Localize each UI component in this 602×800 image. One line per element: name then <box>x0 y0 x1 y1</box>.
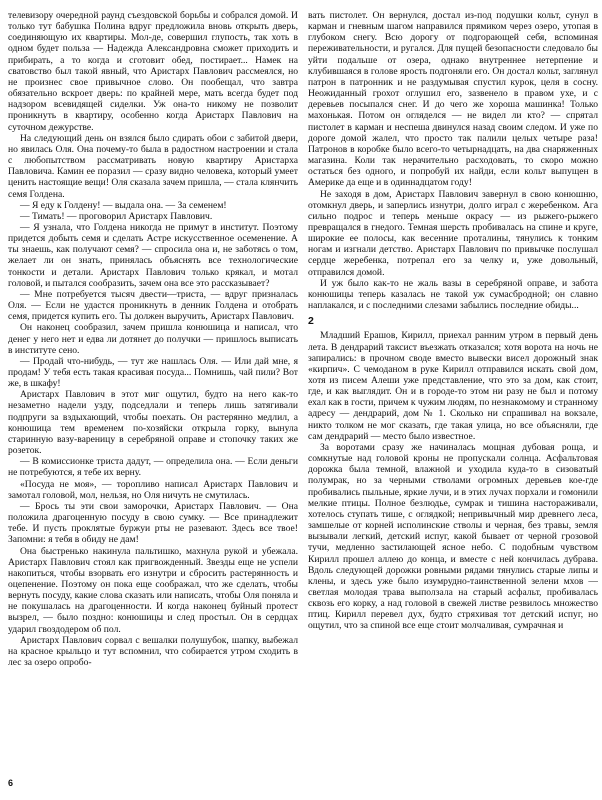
dialog-line: — Брось ты эти свои заморочки, Аристарх Павлович. — Она положила драгоценную посуду в свою сумку. — Все принадлежит тебе. И пусть проклятые буржуи рты не разевают. Здесь все твое! Запомни: я тебя в обиду не дам! <box>8 500 298 546</box>
dialog-line: — Продай что-нибудь, — тут же нашлась Оля. — Или дай мне, я продам! У тебя есть такая красивая посуда... Помнишь, чай пили? Вот же, в шкафу! <box>8 355 298 390</box>
paragraph: вать пистолет. Он вернулся, достал из-под подушки кольт, сунул в карман и гневным шагом направился прямиком через озеро, утопая в глубоком снегу. Всю дорогу от подгорающей себя, вспоминая переживательности, и ругался. Для пущей безопасности следовало бы уйти подальше от озера, однако внутреннее нетерпение и клубившаяся в голове ярость подгоняли его. Он достал кольт, заглянул патрон в патронник и не раздумывая спустил курок, целя в сосну. Неожиданный грохот оглушил его, зазвенело в правом ухе, и с деревьев посыпался снег. И до чего же хороша машинка! Только махонькая. Потом он огляделся — не видел ли кто? — спрятал пистолет в карман и неспеша двинулся назад своим следом. И уже по дороге домой жалел, что просто так палили целых четыре раза! Патронов в коробке было всего-то четырнадцать, на два снаряженных магазина. Коли так нерачительно расходовать, то скоро можно остаться без одного, и попробуй их найди, если кольт выпущен в Америке да еще и в одиннадцатом году! <box>308 10 598 189</box>
paragraph: Младший Ерашов, Кирилл, приехал ранним утром в первый день лета. В дендрарий таксист въезжать отказался; хотя ворота на ночь не запирались: в прочном своде вместо вывески висел дорожный знак «кирпич». С чемоданом в руке Кирилл отправился искать свой дом, хотя из писем Алеши уже представление, что это за дом, как стоит, где, и как выглядит. Он и в городе-то этом ни разу не был и потому ехал как в гости, причем к чужим людям, по незнакомому и странному адресу — дендрарий, дом № 1. Сколько ни спрашивал на вокзале, никто толком не мог сказать, где такая улица, но все объясняли, где сам дендрарий — место было известное. <box>308 330 598 442</box>
paragraph: И уж было как-то не жаль вазы в серебряной оправе, и забота конюшицы теперь казалась не такой уж сумасбродной; он славно наплакался, и с последними слезами забылись последние обиды... <box>308 277 598 312</box>
paragraph: Она быстренько накинула пальтишко, махнула рукой и убежала. Аристарх Павлович стоял как пригвожденный. Звезды еще не успели накопиться, чтобы взорвать его изнутри и сбросить растерянность и оцепенение. Поэтому он пока еще соображал, что же сделать, чтобы вернуть посуду, какие слова сказать или написать, чтобы Оля поняла и не покушалась на драгоценности. И когда наконец буйный протест вызрел, — было поздно: конюшицы и след простыл. Он в сердцах ударил гвоздодером об пол. <box>8 545 298 635</box>
dialog-line: — Мне потребуется тысяч двести—триста, — вдруг призналась Оля. — Если не удастся проникнуть в денник Голдена и отобрать семя, придется купить его. Ты должен выручить, Аристарх Павлович. <box>8 288 298 323</box>
paragraph: За воротами сразу же начиналась мощная дубовая роща, и сомкнутые над головой кроны не пропускали солнца. Асфальтовая дорожка была темной, влажной и уходила куда-то в сизоватый полумрак, но за черными стволами огромных деревьев кое-где пробивались пыльные, яркие лучи, и в этих лучах порхали и гомонили мелкие птицы. Полное безлюдье, сумрак и тишина настораживали, хотелось ступать тише, с оглядкой; непривычный мир древнего леса, замшелые от корней исполинские стволы и черная, без травы, земля вызывали легкий, детский испуг, какой бывает от черной грозовой тучи, медленно застилающей ясное небо. С подобным чувством Кирилл прошел аллею до конца, и вместе с ней кончилась дубрава. Вдоль следующей дорожки ровными рядами тянулись старые липы и клены, и здесь уже было изумрудно-таинственной зелени мхов — светлая молодая трава выползала на старый асфальт, пробивалась сквозь его корку, а над головой в свежей листве резвилось множество птиц. Кирилл перевел дух, будто стряхивая тот детский испуг, но ощутил, что за спиной все еще стоит молчаливая, сумрачная и <box>308 441 598 632</box>
dialog-line: — В комиссионке триста дадут, — определила она. — Если деньги не потребуются, я тебе их верну. <box>8 456 298 479</box>
left-text-column <box>8 10 298 750</box>
paragraph: «Посуда не моя», — торопливо написал Аристарх Павлович и замотал головой, мол, нельзя, но Оля ничуть не смутилась. <box>8 478 298 501</box>
paragraph: На следующий день он взялся было сдирать обои с забитой двери, но явилась Оля. Она почему-то была в радостном настроении и стала с любопытством рассматривать новую квартиру Аристарха Павловича. Камин ее поразил — сразу видно человека, который умеет ценить настоящие вещи! Оля сказала зачем пришла, — стала клянчить семя Голдена. <box>8 132 298 200</box>
dialog-line: — Я еду к Голдену! — выдала она. — За семенем! <box>20 199 227 211</box>
paragraph: Он наконец сообразил, зачем пришла конюшица и написал, что денег у него нет и едва ли дотянет до получки — пришлось выписать в институте сено. <box>8 322 298 356</box>
right-text-column <box>308 10 598 750</box>
dialog-line: — Тимать! — проговорил Аристарх Павлович. <box>20 210 213 222</box>
paragraph: Не заходя в дом, Аристарх Павлович завернул в свою конюшню, отомкнул дверь, и заперлись изнутри, долго играл с жеребенком. Ага сильно подрос и теперь меньше окрасу — из рыжего-рыжего превращался в гнедого. Темная шерсть пробивалась на спине и круге, широкие ее полосы, как весенние проталины, тянулись к тонким ногам и изгнали детство. Аристарх Павлович по привычке послушал сердце жеребенка, потрепал его за челку и, уже довольный, отправился домой. <box>308 188 598 278</box>
section-number: 2 <box>308 315 314 328</box>
dialog-line: — Я узнала, что Голдена никогда не примут в институт. Поэтому придется добыть семя и сделать Астре искусственное осеменение. А ты знаешь, как получают семя? — спросила она и, не заботясь о том, желает ли он знать, принялась объяснять все технологические тонкости и детали. Аристарх Павлович только крякал, и мотал головой, и пытался сообразить, зачем она все это рассказывает? <box>8 221 298 289</box>
paragraph: Аристарх Павлович в этот миг ощутил, будто на него как-то незаметно надели узду, подседлали и теперь лишь затягивали подпруги за вздыхающий, чтобы поехать. Он растерянно медлил, а конюшица тем временем по-хозяйски открыла горку, вынула старинную вазу-вареницу в серебряной оправе и стопочку таких же розеток. <box>8 389 298 457</box>
paragraph: телевизору очередной раунд съездовской борьбы и собрался домой. И только тут бабушка Полина вдруг предложила вновь открыть дверь, соединяющую их квартиры. Мол-де, совершил глупость, так хоть в одном будет польза — Надежда Александровна сможет приходить и прибирать, а то когда и сготовит обед, постирает... Намек на сватовство был такой явный, что Аристарх Павлович рассмеялся, но не произнес свое привычное слово. Он пообещал, что завтра обязательно вскроет дверь: по крайней мере, мать всегда будет под надзором всевидящей сиделки. Уж она-то никому не позволит проникнуть в квартиру, особенно когда Аристарх Павлович на суточном дежурстве. <box>8 10 298 133</box>
page-number: 6 <box>8 778 14 788</box>
paragraph: Аристарх Павлович сорвал с вешалки полушубок, шапку, выбежал на красное крыльцо и тут вспомнил, что собирается утром сходить в лес за озеро опробо- <box>8 634 298 669</box>
